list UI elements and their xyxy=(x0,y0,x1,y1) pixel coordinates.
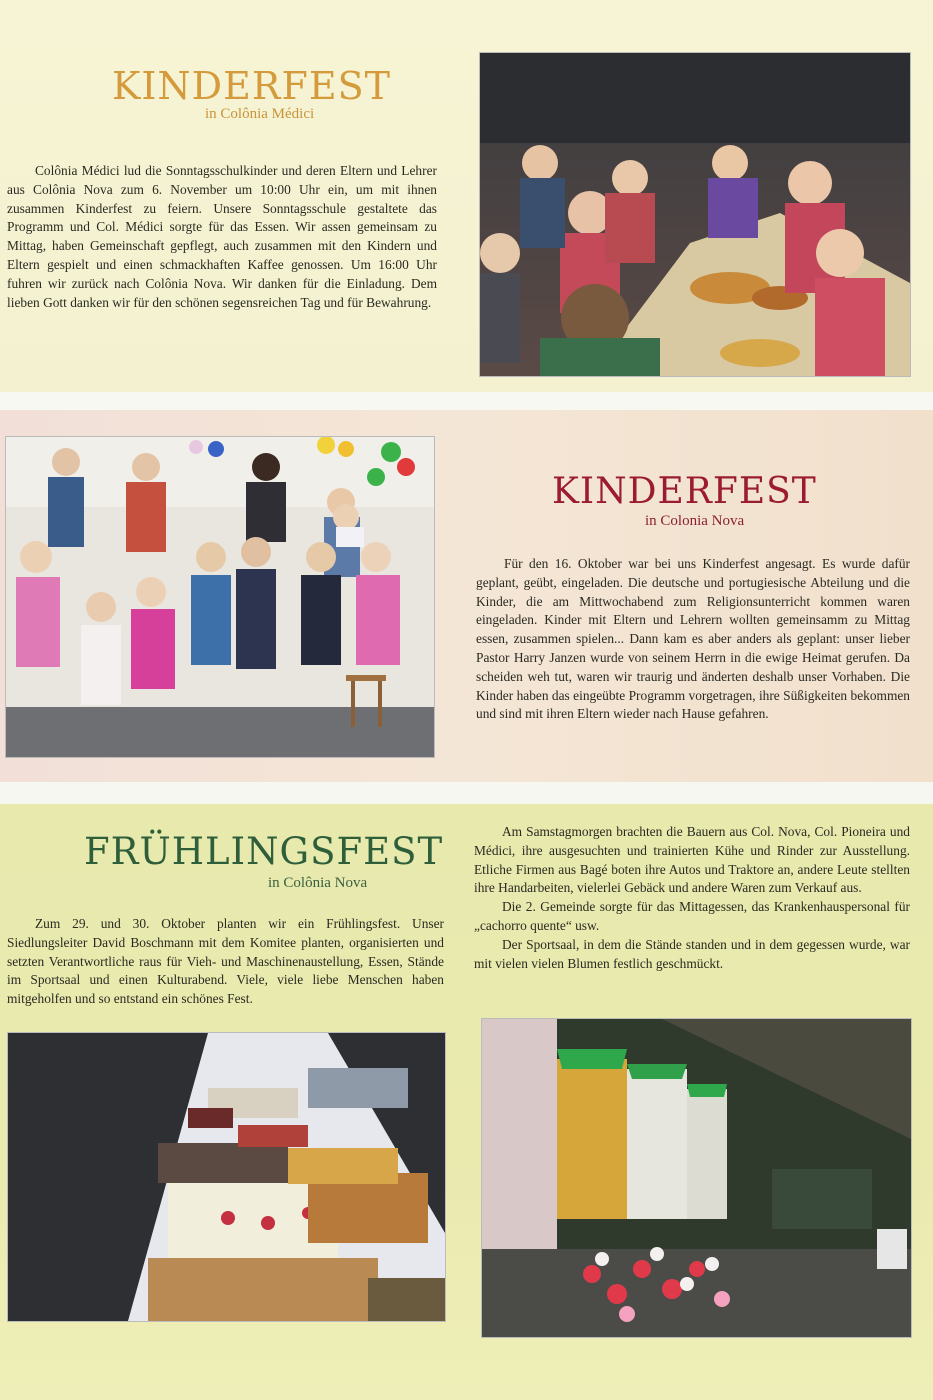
section-divider xyxy=(0,782,933,804)
fruehlingsfest-subtitle: in Colônia Nova xyxy=(268,875,368,891)
kinderfest-nova-text: Für den 16. Oktober war bei uns Kinderfest angesagt. Es wurde dafür geplant, geübt, eingeladen. Die deutsche und portugiesische Abteilung und die Kinder, die am Mittwochabend zum Religionsunterricht kommen waren eingeladen. Kinder mit Eltern und Lehrern wollten gemeinsamm zu Mittag essen, zusammen spielen... Dann kam es aber anders als geplant: unser lieber Pastor Harry Janzen wurde von seinem Herrn in die ewige Heimat gerufen. Da scheiden weh tut, waren wir traurig und änderten deshalb unser Vorhaben. Die Kinder haben das eingeübte Programm vorgetragen, ihre Süßigkeiten bekommen und sind mit ihren Eltern wieder nach Hause gefahren. xyxy=(476,556,910,722)
photo-sports-hall-stands xyxy=(481,1018,912,1338)
kinderfest-medici-subtitle: in Colônia Médici xyxy=(205,106,315,122)
section-divider xyxy=(0,392,933,410)
photo-food-buffet xyxy=(7,1032,446,1322)
fruehlingsfest-text-right: Am Samstagmorgen brachten die Bauern aus Col. Nova, Col. Pioneira und Médici, ihre ausgesuchten und trainierten Kühe und Rinder zur Ausstellung. Etliche Firmen aus Bagé boten ihre Autos und Traktore an, andere Leute stellten ihre Handarbeiten, vielerlei Gebäck und andere Waren zum Verkauf aus. Die 2. Gemeinde sorgte für das Mittagessen, das Krankenhauspersonal für „cachorro quente“ usw. Der Sportsaal, in dem die Stände standen und in dem gegessen wurde, war mit vielen vielen Blumen festlich geschmückt. xyxy=(474,824,910,971)
photo-children-at-table xyxy=(479,52,911,377)
kinderfest-medici-text: Colônia Médici lud die Sonntagsschulkinder und deren Eltern und Lehrer aus Colônia Nova zum 6. November um 10:00 Uhr ein, um mit ihnen zusammen Kinderfest zu feiern. Unsere Sonntagsschule gestaltete das Programm und Col. Médici sorgte für das Essen. Wir assen gemeinsam zu Mittag, haben Gemeinschaft gepflegt, auch zusammen mit den Kindern und Eltern gespielt und einen schmackhaften Kaffee genossen. Um 16:00 Uhr fuhren wir zurück nach Colônia Nova. Wir danken für die Einladung. Dem lieben Gott danken wir für den schönen segensreichen Tag und für Bewahrung. xyxy=(7,163,437,310)
fruehlingsfest-text-left: Zum 29. und 30. Oktober planten wir ein Frühlingsfest. Unser Siedlungsleiter David Boschmann mit dem Komitee planten, organisierten und setzten Verantwortliche raus für Vieh- und Maschinenaustellung, Essen, Stände im Sportsaal und einen Kulturabend. Viele, viele liebe Menschen haben mitgeholfen und so entstand ein schönes Fest. xyxy=(7,916,444,1007)
kinderfest-nova-subtitle: in Colonia Nova xyxy=(645,513,745,529)
kinderfest-medici-title: KINDERFEST xyxy=(112,64,391,108)
fruehlingsfest-title: FRÜHLINGSFEST xyxy=(84,830,444,873)
kinderfest-nova-title: KINDERFEST xyxy=(552,471,817,512)
photo-children-singing xyxy=(5,436,435,758)
